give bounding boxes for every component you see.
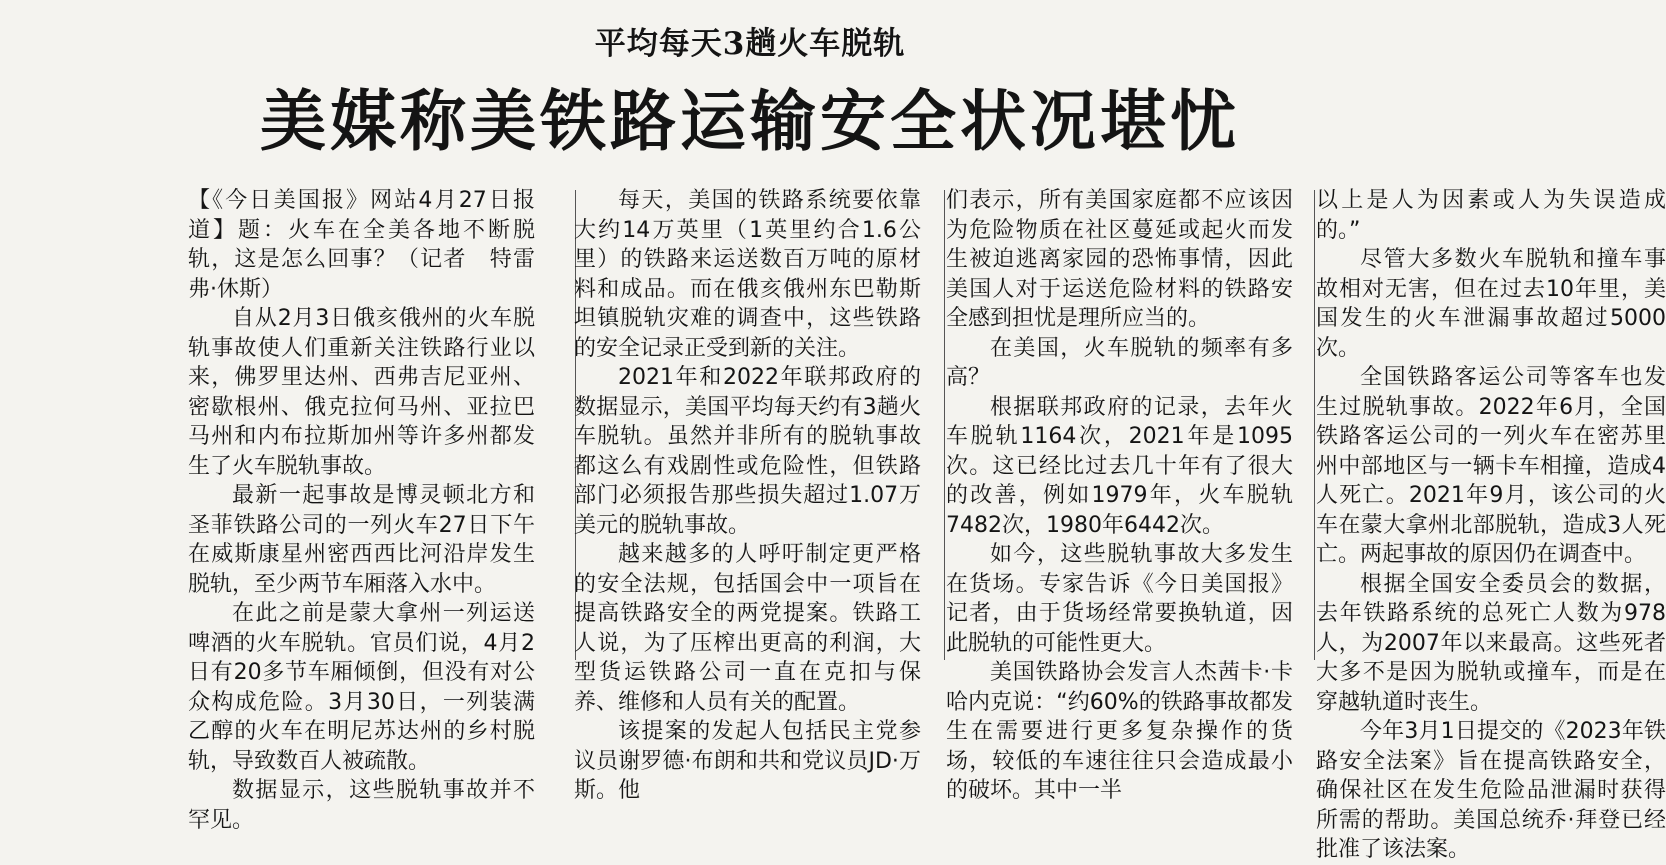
paragraph: 如今，这些脱轨事故大多发生在货场。专家告诉《今日美国报》记者，由于货场经常要换轨道，因此脱轨的可能性更大。 [946, 542, 1293, 656]
article-column-4 [1316, 186, 1666, 862]
paragraph: 们表示，所有美国家庭都不应该因为危险物质在社区蔓延或起火而发生被迫逃离家园的恐怖事情，因此美国人对于运送危险材料的铁路安全感到担忧是理所应当的。 [946, 188, 1293, 331]
paragraph: 以上是人为因素或人为失误造成的。” [1316, 188, 1666, 243]
paragraph: 该提案的发起人包括民主党参议员谢罗德·布朗和共和党议员JD·万斯。他 [574, 719, 921, 803]
paragraph: 尽管大多数火车脱轨和撞车事故相对无害，但在过去10年里，美国发生的火车泄漏事故超过5000次。 [1316, 247, 1666, 361]
paragraph: 【《今日美国报》网站4月27日报道】题：火车在全美各地不断脱轨，这是怎么回事？（记者 特雷弗·休斯） [188, 188, 535, 302]
paragraph: 今年3月1日提交的《2023年铁路安全法案》旨在提高铁路安全，确保社区在发生危险品泄漏时获得所需的帮助。美国总统乔·拜登已经批准了该法案。 [1316, 719, 1666, 862]
paragraph: 越来越多的人呼吁制定更严格的安全法规，包括国会中一项旨在提高铁路安全的两党提案。铁路工人说，为了压榨出更高的利润，大型货运铁路公司一直在克扣与保养、维修和人员有关的配置。 [574, 542, 921, 715]
article-column-2 [574, 186, 921, 803]
paragraph: 数据显示，这些脱轨事故并不罕见。 [188, 778, 535, 833]
section-subheading: 在美国，火车脱轨的频率有多高？ [946, 335, 1293, 390]
paragraph: 最新一起事故是博灵顿北方和圣菲铁路公司的一列火车27日下午在威斯康星州密西西比河沿岸发生脱轨，至少两节车厢落入水中。 [188, 483, 535, 597]
article-headline: 美媒称美铁路运输安全状况堪忧 [260, 83, 1240, 160]
article-column-3 [946, 186, 1293, 803]
paragraph: 根据全国安全委员会的数据，去年铁路系统的总死亡人数为978人，为2007年以来最高。这些死者大多不是因为脱轨或撞车，而是在穿越轨道时丧生。 [1316, 571, 1666, 715]
article-column-1 [188, 186, 535, 833]
article-body [188, 186, 1666, 862]
paragraph: 每天，美国的铁路系统要依靠大约14万英里（1英里约合1.6公里）的铁路来运送数百万吨的原材料和成品。而在俄亥俄州东巴勒斯坦镇脱轨灾难的调查中，这些铁路的安全记录正受到新的关注。 [574, 188, 921, 361]
article-subhead: 平均每天3趟火车脱轨 [594, 26, 906, 62]
paragraph: 美国铁路协会发言人杰茜卡·卡哈内克说：“约60%的铁路事故都发生在需要进行更多复杂操作的货场，较低的车速往往只会造成最小的破坏。其中一半 [946, 660, 1293, 803]
paragraph: 根据联邦政府的记录，去年火车脱轨1164次，2021年是1095次。这已经比过去几十年有了很大的改善，例如1979年，火车脱轨7482次，1980年6442次。 [946, 394, 1293, 538]
paragraph: 自从2月3日俄亥俄州的火车脱轨事故使人们重新关注铁路行业以来，佛罗里达州、西弗吉尼亚州、密歇根州、俄克拉何马州、亚拉巴马州和内布拉斯加州等许多州都发生了火车脱轨事故。 [188, 306, 535, 479]
paragraph: 2021年和2022年联邦政府的数据显示，美国平均每天约有3趟火车脱轨。虽然并非所有的脱轨事故都这么有戏剧性或危险性，但铁路部门必须报告那些损失超过1.07万美元的脱轨事故。 [574, 365, 921, 538]
paragraph: 在此之前是蒙大拿州一列运送啤酒的火车脱轨。官员们说，4月2日有20多节车厢倾倒，但没有对公众构成危险。3月30日，一列装满乙醇的火车在明尼苏达州的乡村脱轨，导致数百人被疏散。 [188, 601, 535, 774]
paragraph: 全国铁路客运公司等客车也发生过脱轨事故。2022年6月，全国铁路客运公司的一列火车在密苏里州中部地区与一辆卡车相撞，造成4人死亡。2021年9月，该公司的火车在蒙大拿州北部脱轨，造成3人死亡。两起事故的原因仍在调查中。 [1316, 365, 1666, 567]
